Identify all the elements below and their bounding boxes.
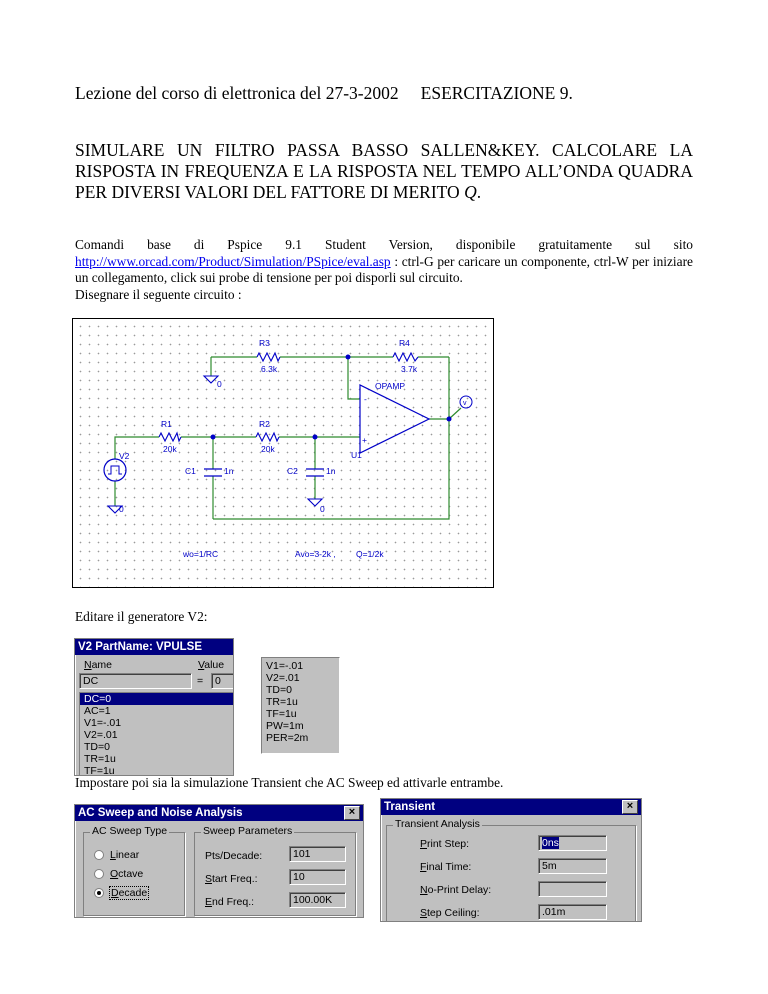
start-freq-label: Start Freq.: <box>205 873 258 885</box>
vpulse-parameter-list <box>261 657 340 754</box>
circuit-schematic <box>72 318 494 588</box>
parameter-item: PW=1m <box>266 720 304 732</box>
label-eq-q: Q=1/2k <box>356 549 384 559</box>
ground-symbols <box>108 376 322 513</box>
no-print-delay-label: No-Print Delay: <box>420 884 492 896</box>
transient-analysis-group <box>386 818 636 922</box>
label-plus: + <box>362 435 367 445</box>
label-r4-value: 3.7k <box>401 364 418 374</box>
draw-instruction: Disegnare il seguente circuito : <box>75 287 242 302</box>
edit-instruction: Editare il generatore V2: <box>75 609 208 624</box>
label-eq-wo: wo=1/RC <box>183 549 219 559</box>
label-c2: C2 <box>287 466 298 476</box>
no-print-delay-field[interactable] <box>538 881 607 897</box>
resistor-r1 <box>159 433 181 441</box>
parameter-item: TF=1u <box>266 708 297 720</box>
parameter-item: V1=-.01 <box>266 660 304 672</box>
print-step-label: Print Step: <box>420 838 470 850</box>
pts-decade-label: Pts/Decade: <box>205 850 263 862</box>
resistors <box>159 353 418 441</box>
linear-radio[interactable] <box>94 850 104 860</box>
resistor-r4 <box>393 353 418 361</box>
name-column-label: Name <box>84 659 113 671</box>
intro-paragraph: Comandi base di Pspice 9.1 Student Version, disponibile gratuitamente sul sito http://www.orcad.com/Product/Simulation/PSpice/eval.asp : ctrl-G per caricare un componente, ctrl-W per iniziare un collegamento, click sui probe di tensione per poi disporli sul circuito. <box>75 237 693 285</box>
opamp-symbol <box>360 385 429 453</box>
sweep-parameters-label: Sweep Parameters <box>203 825 293 837</box>
label-c2-value: 1n <box>326 466 336 476</box>
transient-dialog <box>380 798 642 922</box>
ac-sweep-title: AC Sweep and Noise Analysis × <box>75 805 363 821</box>
attribute-list-item[interactable]: AC=1 <box>84 705 111 717</box>
label-ground-2: 0 <box>119 504 124 514</box>
parameter-item: PER=2m <box>266 732 309 744</box>
parameter-item: TR=1u <box>266 696 298 708</box>
ac-sweep-dialog <box>74 804 364 918</box>
end-freq-field[interactable]: 100.00K <box>289 892 346 908</box>
close-icon[interactable]: × <box>622 800 638 814</box>
attribute-list-item[interactable]: TF=1u <box>84 765 115 776</box>
final-time-field[interactable]: 5m <box>538 858 607 874</box>
ac-sweep-type-label: AC Sweep Type <box>92 825 168 837</box>
equals-sign: = <box>197 675 204 687</box>
step-ceiling-label: Step Ceiling: <box>420 907 480 919</box>
decade-label: Decade <box>111 887 148 899</box>
ground-symbol-1 <box>204 376 218 383</box>
simulation-instruction: Impostare poi sia la simulazione Transient che AC Sweep ed attivarle entrambe. <box>75 775 504 790</box>
attribute-list-item[interactable]: TD=0 <box>84 741 110 753</box>
label-ground-1: 0 <box>217 379 222 389</box>
attribute-list[interactable] <box>79 692 234 776</box>
resistor-r3 <box>257 353 280 361</box>
linear-label: Linear <box>110 849 140 861</box>
pulse-source <box>104 459 126 481</box>
label-r1: R1 <box>161 419 172 429</box>
ac-sweep-type-group <box>83 825 185 916</box>
close-icon[interactable]: × <box>344 806 360 820</box>
octave-label: Octave <box>110 868 144 880</box>
label-c1-value: 1n <box>224 466 234 476</box>
end-freq-label: End Freq.: <box>205 896 255 908</box>
attribute-list-item[interactable]: DC=0 <box>80 693 234 705</box>
step-ceiling-field[interactable]: .01m <box>538 904 607 920</box>
attribute-list-item[interactable]: V2=.01 <box>84 729 118 741</box>
pts-decade-field[interactable]: 101 <box>289 846 346 862</box>
part-window-title: V2 PartName: VPULSE <box>75 639 233 655</box>
print-step-field[interactable]: 0ns <box>538 835 607 851</box>
attribute-list-item[interactable]: V1=-.01 <box>84 717 122 729</box>
label-u1: U1 <box>351 450 362 460</box>
transient-analysis-label: Transient Analysis <box>395 818 480 830</box>
attribute-name-field[interactable]: DC <box>79 673 192 689</box>
decade-radio[interactable] <box>94 888 104 898</box>
probe-glyph: v <box>463 400 467 407</box>
transient-title: Transient × <box>381 799 641 815</box>
parameter-item: TD=0 <box>266 684 292 696</box>
lesson-heading <box>75 83 573 104</box>
q-factor-symbol: Q <box>464 182 477 202</box>
label-ground-3: 0 <box>320 504 325 514</box>
label-r1-value: 20k <box>163 444 177 454</box>
label-v2: V2 <box>119 451 130 461</box>
label-c1: C1 <box>185 466 196 476</box>
pspice-download-link[interactable]: http://www.orcad.com/Product/Simulation/PSpice/eval.asp <box>75 253 391 269</box>
parameter-item: V2=.01 <box>266 672 300 684</box>
sweep-parameters-group <box>194 825 356 916</box>
label-minus: - <box>364 394 367 404</box>
value-column-label: Value <box>198 659 225 671</box>
label-eq-avo: Avo=3-2k , <box>295 549 336 559</box>
resistor-r2 <box>256 433 279 441</box>
label-r2-value: 20k <box>261 444 275 454</box>
label-r2: R2 <box>259 419 270 429</box>
label-r3-value: 6.3k <box>261 364 278 374</box>
label-r3: R3 <box>259 338 270 348</box>
attribute-list-item[interactable]: TR=1u <box>84 753 116 765</box>
final-time-label: Final Time: <box>420 861 472 873</box>
part-attributes-window <box>74 638 234 776</box>
capacitors <box>204 469 324 476</box>
start-freq-field[interactable]: 10 <box>289 869 346 885</box>
schematic-labels <box>119 338 418 559</box>
attribute-value-field[interactable]: 0 <box>211 673 234 689</box>
label-opamp: OPAMP <box>375 381 406 391</box>
label-r4: R4 <box>399 338 410 348</box>
octave-radio[interactable] <box>94 869 104 879</box>
schematic-drawing <box>73 319 493 587</box>
exercise-number: ESERCITAZIONE 9. <box>420 83 573 103</box>
lesson-title: Lezione del corso di elettronica del 27-3-2002 <box>75 83 399 103</box>
task-statement: SIMULARE UN FILTRO PASSA BASSO SALLEN&KEY. CALCOLARE LA RISPOSTA IN FREQUENZA E LA RISPOSTA NEL TEMPO ALL’ONDA QUADRA PER DIVERSI VALORI DEL FATTORE DI MERITO Q. <box>75 140 693 202</box>
